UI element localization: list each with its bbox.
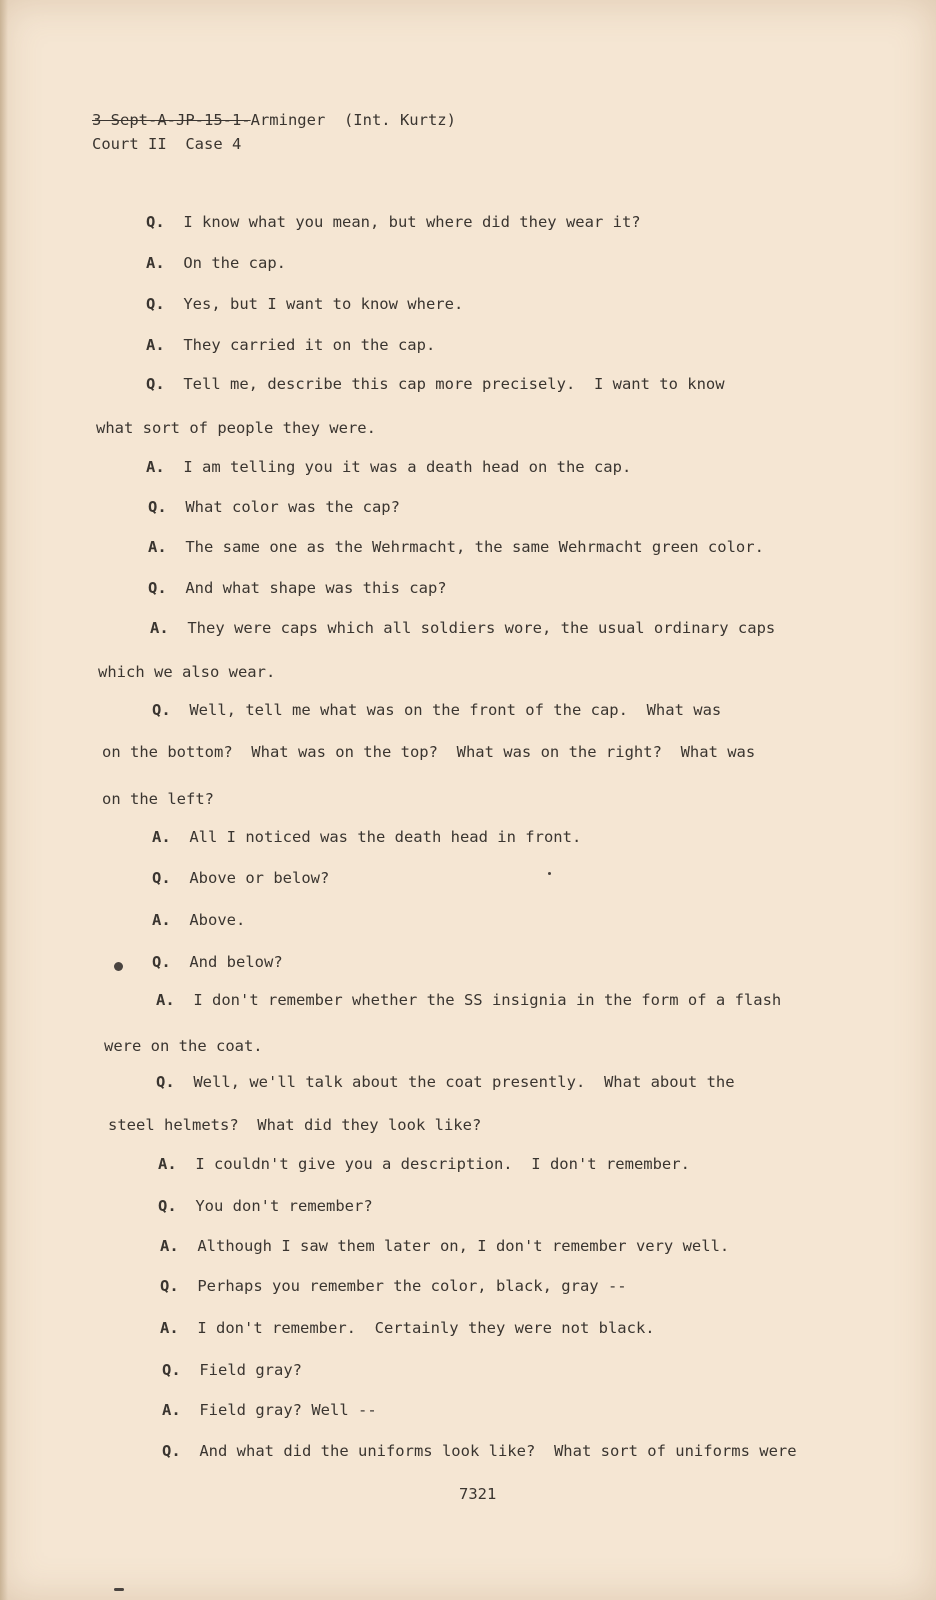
line-text: Yes, but I want to know where. <box>183 295 464 313</box>
speaker-label: A. <box>148 538 167 556</box>
ink-spot <box>114 1588 124 1591</box>
speaker-label: A. <box>146 458 165 476</box>
transcript-line <box>146 335 435 355</box>
line-text: The same one as the Wehrmacht, the same Wehrmacht green color. <box>185 538 764 556</box>
line-text: which we also wear. <box>98 663 276 681</box>
line-text: Above or below? <box>189 869 330 887</box>
speaker-label: Q. <box>146 213 165 231</box>
transcript-line <box>150 618 775 638</box>
line-text: I couldn't give you a description. I don't remember. <box>195 1155 690 1173</box>
speaker-label: A. <box>160 1237 179 1255</box>
line-text: Perhaps you remember the color, black, gray -- <box>197 1277 627 1295</box>
speaker-label: Q. <box>162 1361 181 1379</box>
line-text: were on the coat. <box>104 1037 263 1055</box>
transcript-line <box>148 497 400 517</box>
transcript-line <box>158 1154 690 1174</box>
ink-spot <box>548 872 551 875</box>
line-text: Field gray? <box>199 1361 302 1379</box>
transcript-line <box>158 1196 373 1216</box>
speaker-label: Q. <box>156 1073 175 1091</box>
transcript-line <box>98 662 275 682</box>
transcript-line <box>152 827 581 847</box>
transcript-line <box>148 578 447 598</box>
transcript-line <box>152 868 329 888</box>
transcript-line <box>104 1036 263 1056</box>
speaker-label: A. <box>156 991 175 1009</box>
line-text: what sort of people they were. <box>96 419 376 437</box>
line-text: On the cap. <box>183 254 286 272</box>
line-text: I don't remember whether the SS insignia in the form of a flash <box>193 991 782 1009</box>
transcript-line <box>156 990 781 1010</box>
transcript-line <box>148 537 764 557</box>
line-text: Although I saw them later on, I don't remember very well. <box>197 1237 730 1255</box>
transcript-line <box>102 789 214 809</box>
transcript-line <box>162 1400 377 1420</box>
header-court-case: Court II Case 4 <box>92 135 242 153</box>
line-text: I am telling you it was a death head on the cap. <box>183 458 632 476</box>
header-reference-rest: Arminger (Int. Kurtz) <box>250 111 456 129</box>
line-text: Tell me, describe this cap more precisely. I want to know <box>183 375 725 393</box>
speaker-label: A. <box>152 911 171 929</box>
line-text: They carried it on the cap. <box>183 336 436 354</box>
transcript-line <box>146 294 463 314</box>
line-text: Well, we'll talk about the coat presently. What about the <box>193 1073 735 1091</box>
transcript-line <box>146 253 286 273</box>
speaker-label: Q. <box>160 1277 179 1295</box>
transcript-line <box>156 1072 735 1092</box>
line-text: Well, tell me what was on the front of the cap. What was <box>189 701 722 719</box>
speaker-label: A. <box>146 336 165 354</box>
line-text: I don't remember. Certainly they were not black. <box>197 1319 655 1337</box>
speaker-label: A. <box>146 254 165 272</box>
line-text: All I noticed was the death head in front. <box>189 828 582 846</box>
line-text: What color was the cap? <box>185 498 400 516</box>
line-text: And what shape was this cap? <box>185 579 447 597</box>
line-text: And below? <box>189 953 283 971</box>
speaker-label: Q. <box>146 375 165 393</box>
speaker-label: A. <box>152 828 171 846</box>
page-number: 7321 <box>459 1485 497 1503</box>
transcript-line <box>146 457 631 477</box>
header-reference-struck: 3 Sept-A-JP-15-1- <box>92 111 251 129</box>
speaker-label: A. <box>150 619 169 637</box>
transcript-line <box>102 742 755 762</box>
speaker-label: Q. <box>146 295 165 313</box>
speaker-label: Q. <box>152 953 171 971</box>
speaker-label: A. <box>158 1155 177 1173</box>
transcript-line <box>160 1318 655 1338</box>
transcript-line <box>152 700 721 720</box>
speaker-label: Q. <box>152 869 171 887</box>
line-text: steel helmets? What did they look like? <box>108 1116 482 1134</box>
speaker-label: A. <box>162 1401 181 1419</box>
transcript-line <box>146 212 641 232</box>
line-text: on the bottom? What was on the top? What was on the right? What was <box>102 743 756 761</box>
speaker-label: Q. <box>148 579 167 597</box>
line-text: I know what you mean, but where did they wear it? <box>183 213 641 231</box>
line-text: And what did the uniforms look like? What sort of uniforms were <box>199 1442 797 1460</box>
ink-spot <box>114 962 123 971</box>
transcript-line <box>152 952 283 972</box>
speaker-label: Q. <box>152 701 171 719</box>
transcript-line <box>152 910 245 930</box>
transcript-line <box>162 1441 797 1461</box>
speaker-label: Q. <box>158 1197 177 1215</box>
transcript-line <box>96 418 376 438</box>
transcript-line <box>146 374 725 394</box>
line-text: They were caps which all soldiers wore, the usual ordinary caps <box>187 619 776 637</box>
transcript-line <box>108 1115 481 1135</box>
speaker-label: A. <box>160 1319 179 1337</box>
line-text: on the left? <box>102 790 214 808</box>
line-text: You don't remember? <box>195 1197 373 1215</box>
speaker-label: Q. <box>148 498 167 516</box>
line-text: Above. <box>189 911 246 929</box>
speaker-label: Q. <box>162 1442 181 1460</box>
transcript-line <box>162 1360 302 1380</box>
transcript-line <box>160 1236 729 1256</box>
line-text: Field gray? Well -- <box>199 1401 377 1419</box>
transcript-line <box>160 1276 627 1296</box>
